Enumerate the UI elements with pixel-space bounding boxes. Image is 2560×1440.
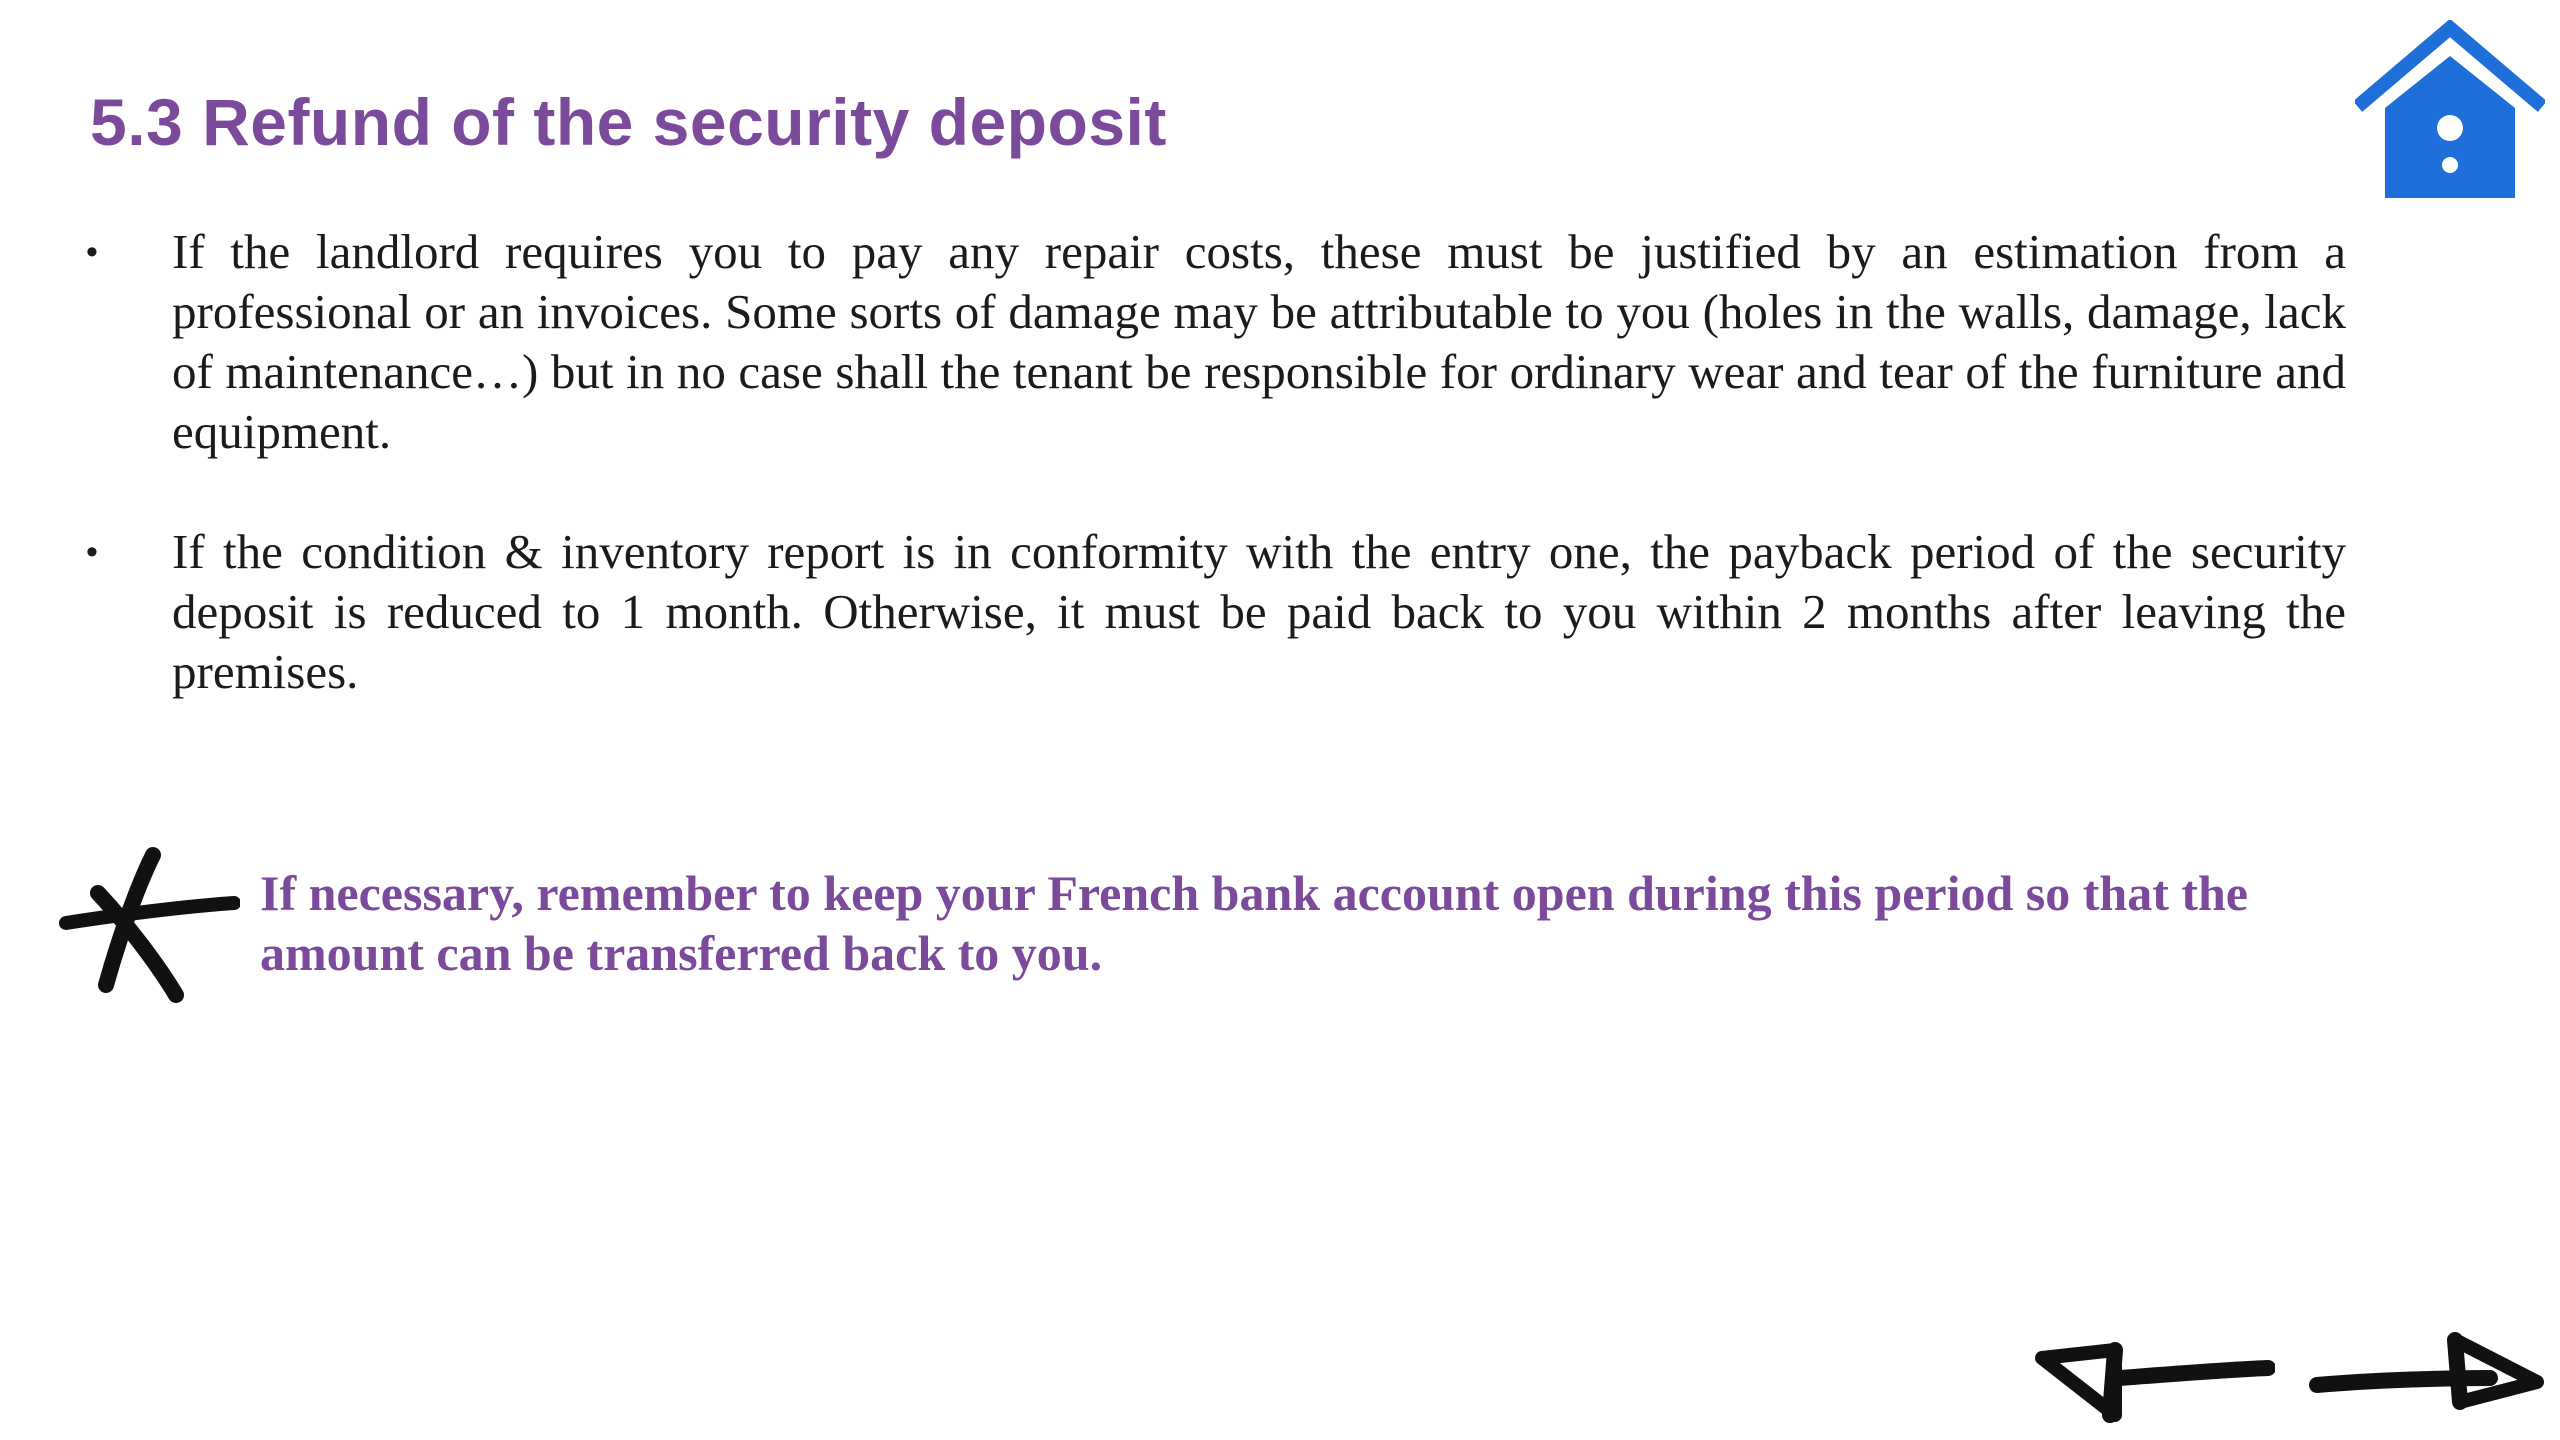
list-item: [86, 222, 2346, 462]
previous-slide-button[interactable]: [2030, 1320, 2275, 1435]
slide-title: 5.3 Refund of the security deposit: [90, 85, 1167, 159]
asterisk-star-icon: [58, 845, 240, 1005]
note-text: If necessary, remember to keep your French bank account open during this period so that the amount can be transferred back to you.: [260, 865, 2248, 981]
bullet-marker: •: [86, 233, 98, 271]
bullet-text: If the condition & inventory report is in conformity with the entry one, the payback period of the security deposit is reduced to 1 month. Otherwise, it must be paid back to you within 2 months after leaving the premises.: [172, 524, 2346, 699]
home-icon: [2355, 20, 2545, 205]
bullet-text: If the landlord requires you to pay any repair costs, these must be justified by an estimation from a professional or an invoices. Some sorts of damage may be attributable to you (holes in the walls, damage, lack of maintenance…) but in no case shall the tenant be responsible for ordinary wear and tear of the furniture and equipment.: [172, 224, 2346, 459]
arrow-right-icon: [2305, 1320, 2550, 1435]
arrow-left-icon: [2030, 1320, 2275, 1435]
bullet-marker: •: [86, 533, 98, 571]
bullet-list: [86, 222, 2346, 702]
list-item: [86, 522, 2346, 702]
home-button[interactable]: [2355, 20, 2545, 205]
next-slide-button[interactable]: [2305, 1320, 2550, 1435]
